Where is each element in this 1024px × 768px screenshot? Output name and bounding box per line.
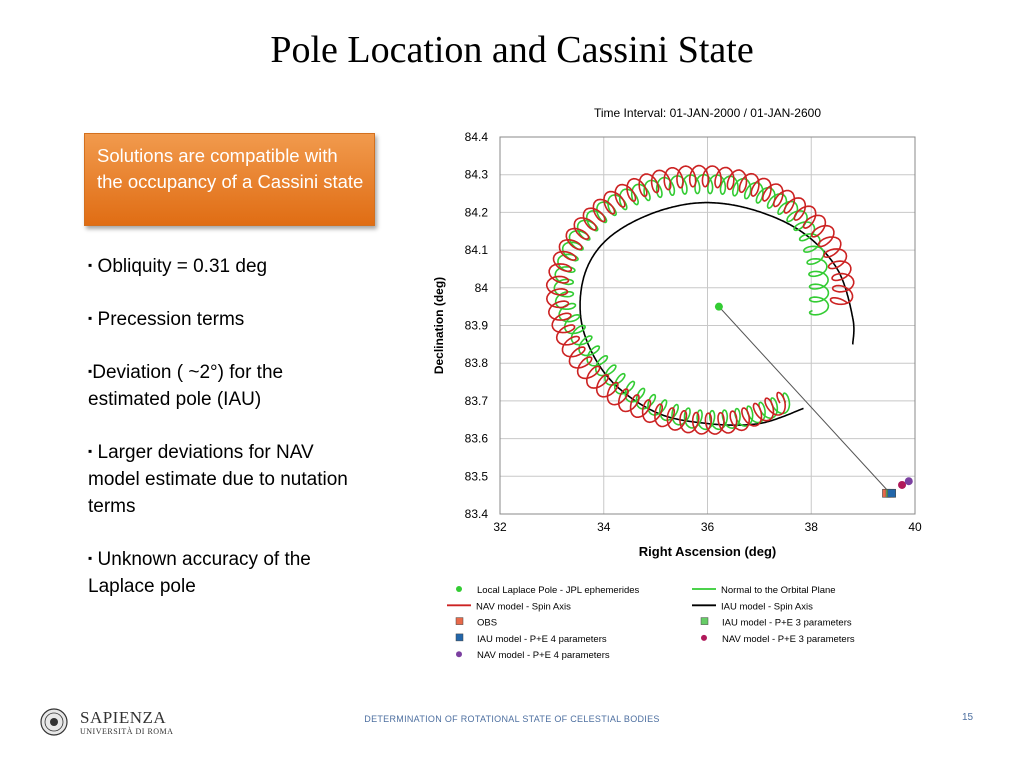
- legend-swatch: [456, 618, 463, 625]
- bullet-item: [88, 545, 358, 600]
- y-tick-label: 84.2: [464, 205, 488, 220]
- x-tick-label: 40: [908, 520, 922, 534]
- y-tick-label: 84.4: [464, 130, 488, 144]
- legend-swatch: [456, 634, 463, 641]
- y-tick-label: 83.4: [464, 507, 488, 521]
- legend-label: NAV model - P+E 4 parameters: [477, 650, 610, 662]
- bullet-item: [88, 252, 358, 280]
- bullet-text: Deviation ( ~2°) for the estimated pole (IAU): [88, 362, 284, 410]
- bullet-item: [88, 358, 358, 413]
- y-tick-label: 84: [474, 280, 488, 295]
- bullet-text: Obliquity = 0.31 deg: [92, 256, 268, 277]
- bullet-item: [88, 438, 358, 520]
- bullet-marker: ▪: [88, 311, 93, 325]
- x-tick-label: 38: [804, 520, 818, 534]
- nav-pe3-point: [898, 481, 906, 489]
- y-tick-label: 83.9: [464, 318, 488, 333]
- legend-label: NAV model - Spin Axis: [476, 601, 571, 613]
- callout-box: [84, 133, 375, 226]
- bullet-text: Unknown accuracy of the Laplace pole: [88, 549, 311, 597]
- x-tick-label: 32: [493, 520, 507, 534]
- logo-name: SAPIENZA: [80, 708, 167, 727]
- y-tick-label: 84.1: [464, 243, 488, 258]
- legend-swatch: [701, 635, 707, 641]
- logo-subtitle: UNIVERSITÀ DI ROMA: [80, 727, 174, 736]
- y-tick-label: 83.6: [464, 431, 488, 446]
- legend-swatch: [456, 586, 462, 592]
- laplace-pole-point: [715, 303, 723, 311]
- y-tick-label: 83.8: [464, 356, 488, 371]
- legend-swatch: [701, 618, 708, 625]
- bullet-list: [88, 252, 358, 625]
- legend-label: OBS: [477, 617, 498, 629]
- bullet-text: Larger deviations for NAV model estimate due to nutation terms: [88, 442, 348, 517]
- legend-label: IAU model - P+E 4 parameters: [477, 633, 607, 645]
- legend-label: Normal to the Orbital Plane: [721, 585, 836, 596]
- slide-title: Pole Location and Cassini State: [270, 29, 754, 71]
- y-axis-label: Declination (deg): [432, 276, 446, 375]
- y-tick-label: 83.7: [464, 393, 488, 408]
- footer-text: DETERMINATION OF ROTATIONAL STATE OF CELESTIAL BODIES: [364, 714, 660, 724]
- callout-text: Solutions are compatible with the occupancy of a Cassini state: [97, 145, 364, 192]
- legend-swatch: [456, 651, 462, 657]
- pole-location-chart: [425, 100, 922, 670]
- bullet-marker: ▪: [88, 551, 93, 565]
- x-tick-label: 36: [700, 520, 715, 534]
- bullet-marker: ▪: [88, 444, 93, 458]
- bullet-text: Precession terms: [92, 309, 245, 330]
- chart-title: Time Interval: 01-JAN-2000 / 01-JAN-2600: [594, 106, 821, 120]
- y-tick-label: 83.5: [464, 469, 488, 484]
- page-number: 15: [962, 712, 974, 723]
- bullet-item: [88, 305, 358, 333]
- iau-pe4-point: [888, 489, 896, 497]
- x-axis-label: Right Ascension (deg): [638, 544, 777, 559]
- legend-label: NAV model - P+E 3 parameters: [722, 633, 855, 645]
- bullet-marker: ▪: [88, 364, 93, 378]
- x-tick-label: 34: [597, 520, 611, 534]
- y-tick-label: 84.3: [464, 167, 488, 182]
- legend-label: IAU model - Spin Axis: [721, 601, 813, 613]
- bullet-marker: ▪: [88, 258, 93, 272]
- legend-label: IAU model - P+E 3 parameters: [722, 617, 852, 629]
- legend-label: Local Laplace Pole - JPL ephemerides: [477, 585, 640, 596]
- nav-pe4-point: [905, 477, 913, 485]
